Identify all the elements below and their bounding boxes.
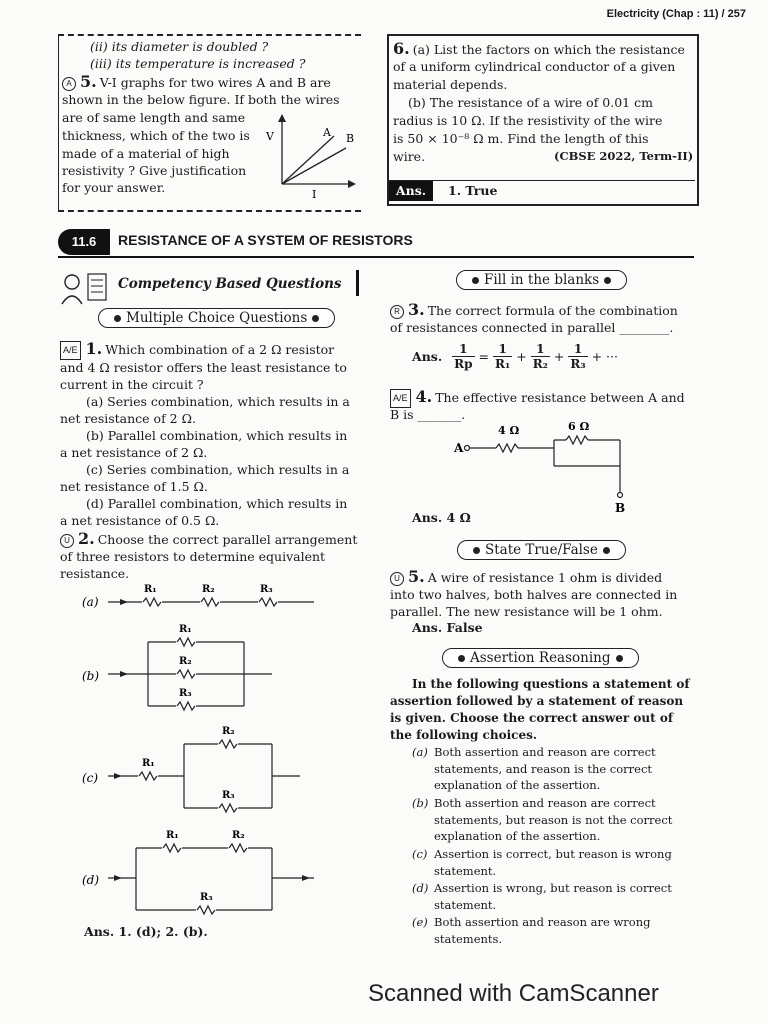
ar-intro-3: is given. Choose the correct answer out of <box>390 711 674 725</box>
q-tag: A/E <box>60 341 81 360</box>
option-d-2: a net resistance of 0.5 Ω. <box>60 513 220 528</box>
vi-graph <box>262 110 360 198</box>
parallel-formula: Ans. $\frac{1}{Rp}$ = $\frac{1}{\text{R₁}}$ + $\frac{1}{\text{R₂}}$ + $\frac{1}{\text{R₃}}$ + ··· <box>412 342 618 371</box>
mcq-q2-line-2: of three resistors to determine equivalent <box>60 549 326 564</box>
fill-q3-line-1: R 3. The correct formula of the combination <box>390 301 678 319</box>
q-tag: A <box>62 77 76 91</box>
section-title: RESISTANCE OF A SYSTEM OF RESISTORS <box>118 232 413 248</box>
vi-line-7: for your answer. <box>62 180 166 195</box>
mcq-q2-line-3: resistance. <box>60 566 130 581</box>
terminal-a: A <box>454 441 464 455</box>
competency-bar <box>356 270 359 296</box>
line-b <box>282 148 346 184</box>
true-false-pill: State True/False <box>457 540 626 560</box>
option-b-1: (b) Parallel combination, which results in <box>86 428 348 443</box>
r-4ohm: 4 Ω <box>498 424 520 437</box>
svg-text:R₃: R₃ <box>179 688 192 699</box>
camscanner-watermark: Scanned with CamScanner <box>368 980 659 1007</box>
tf-answer: Ans. False <box>412 620 483 635</box>
running-head: Electricity (Chap : 11) / 257 <box>606 8 746 20</box>
ar-option-a: (a) Both assertion and reason are correct statements, and reason is the correct explanation of the assertion. <box>412 745 656 792</box>
ar-option-e: (e) Both assertion and reason are wrong statements. <box>412 915 651 946</box>
ar-option-c: (c) Assertion is correct, but reason is wrong statement. <box>412 847 672 878</box>
q-tag: R <box>390 305 404 319</box>
label-a: (a) <box>82 595 99 609</box>
terminal-b: B <box>615 501 626 514</box>
label-a: A <box>323 126 331 139</box>
label-c: (c) <box>82 771 99 785</box>
q-line-diameter: (ii) its diameter is doubled ? <box>90 39 269 54</box>
svg-text:R₃: R₃ <box>222 790 235 801</box>
ar-intro-1: In the following questions a statement of <box>412 677 690 691</box>
option-a-1: (a) Series combination, which results in a <box>86 394 350 409</box>
mcq-pill: Multiple Choice Questions <box>98 308 335 328</box>
svg-text:R₃: R₃ <box>200 892 213 903</box>
q4-answer: Ans. 4 Ω <box>412 510 471 525</box>
ar-intro-2: assertion followed by a statement of reason <box>390 694 684 708</box>
option-d-1: (d) Parallel combination, which results in <box>86 496 348 511</box>
svg-text:R₂: R₂ <box>232 830 245 841</box>
svg-text:R₂: R₂ <box>222 726 235 737</box>
vi-line-3: are of same length and same <box>62 110 246 125</box>
q6-line-6: is 50 × 10⁻⁸ Ω m. Find the length of this <box>393 131 649 146</box>
line-a <box>282 136 334 184</box>
ar-option-b: (b) Both assertion and reason are correct statements, but reason is not the correct explanation of the assertion. <box>412 796 673 843</box>
mcq-q1-line-2: and 4 Ω resistor offers the least resistance to <box>60 360 347 375</box>
mcq-q1-line-3: current in the circuit ? <box>60 377 204 392</box>
label-r2: R₂ <box>202 584 215 595</box>
q6-line-2: of a uniform cylindrical conductor of a given <box>393 59 676 74</box>
label-b: B <box>346 132 355 145</box>
fill-q3-line-2: of resistances connected in parallel ________. <box>390 320 674 335</box>
q6-line-3: material depends. <box>393 77 508 92</box>
svg-text:R₁: R₁ <box>166 830 179 841</box>
svg-text:R₁: R₁ <box>179 624 192 635</box>
vi-line-5: made of a material of high <box>62 146 230 161</box>
answer-text: 1. True <box>448 183 498 198</box>
q6-source: (CBSE 2022, Term-II) <box>554 149 694 163</box>
label-b: (b) <box>82 669 100 683</box>
q6-line-7: wire. <box>393 149 426 164</box>
fill-q4-line-2: B is _______. <box>390 407 466 422</box>
svg-text:R₁: R₁ <box>142 758 155 769</box>
option-b-2: a net resistance of 2 Ω. <box>60 445 208 460</box>
vi-line-2: shown in the below figure. If both the wires <box>62 92 340 107</box>
svg-text:R₂: R₂ <box>179 656 192 667</box>
fill-q4-line-1: A/E 4. The effective resistance between A and <box>390 388 685 408</box>
fill-blanks-pill: Fill in the blanks <box>456 270 627 290</box>
answer-label: Ans. <box>389 181 433 201</box>
mcq-q2-line-1: U 2. Choose the correct parallel arrangement <box>60 530 357 548</box>
resistor-arrangements-diagram <box>76 580 366 930</box>
tf-q5-line-1: U 5. A wire of resistance 1 ohm is divided <box>390 568 662 586</box>
label-r1: R₁ <box>144 584 157 595</box>
label-r3: R₃ <box>260 584 273 595</box>
vi-line-4: thickness, which of the two is <box>62 128 250 143</box>
vi-graph-question: A 5. V-I graphs for two wires A and B are <box>62 73 358 91</box>
tf-q5-line-3: parallel. The new resistance will be 1 ohm. <box>390 604 663 619</box>
option-a-2: net resistance of 2 Ω. <box>60 411 196 426</box>
q6-line-1: 6. (a) List the factors on which the resistance <box>393 39 685 58</box>
competency-title: Competency Based Questions <box>118 276 342 292</box>
x-axis-label: I <box>312 188 317 198</box>
section-number: 11.6 <box>58 229 110 255</box>
r-6ohm: 6 Ω <box>568 420 590 433</box>
q-tag: A/E <box>390 389 411 408</box>
q-tag: U <box>390 572 404 586</box>
ar-option-d: (d) Assertion is wrong, but reason is correct statement. <box>412 881 672 912</box>
option-c-1: (c) Series combination, which results in a <box>86 462 350 477</box>
q-tag: U <box>60 534 74 548</box>
q4-circuit <box>448 418 634 514</box>
mcq-q1-line-1: A/E 1. Which combination of a 2 Ω resistor <box>60 340 334 360</box>
q6-line-4: (b) The resistance of a wire of 0.01 cm <box>408 95 653 110</box>
q6-line-5: radius is 10 Ω. If the resistivity of the wire <box>393 113 663 128</box>
label-d: (d) <box>82 873 100 887</box>
answer-bar <box>387 180 695 203</box>
q-line-temperature: (iii) its temperature is increased ? <box>90 56 306 71</box>
mcq-answers: Ans. 1. (d); 2. (b). <box>84 924 208 939</box>
tf-q5-line-2: into two halves, both halves are connected in <box>390 587 678 602</box>
ar-intro-4: the following choices. <box>390 728 538 742</box>
option-c-2: net resistance of 1.5 Ω. <box>60 479 208 494</box>
student-icon <box>58 270 110 306</box>
assertion-reasoning-pill: Assertion Reasoning <box>442 648 639 668</box>
y-axis-label: V <box>266 130 274 143</box>
vi-line-6: resistivity ? Give justification <box>62 163 247 178</box>
